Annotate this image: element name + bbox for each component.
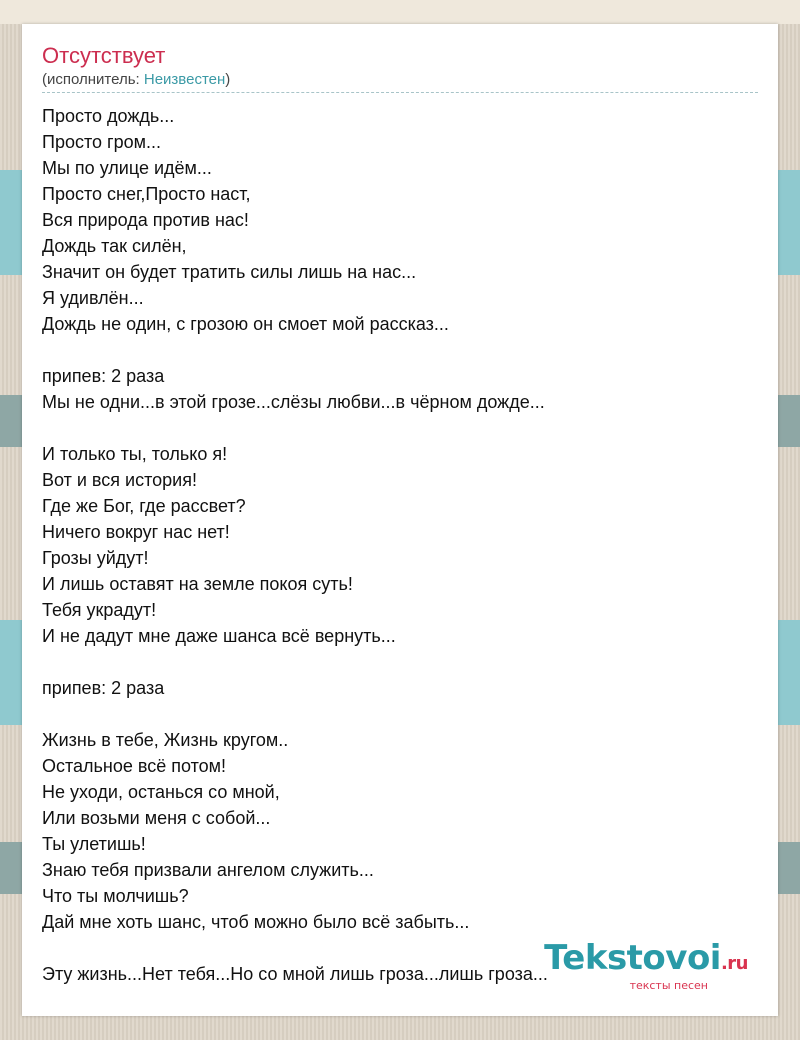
artist-suffix: ) [225, 71, 231, 88]
lyric-line: Мы не одни...в этой грозе...слёзы любви...в чёрном дожде... [42, 392, 545, 412]
lyric-line: Ничего вокруг нас нет! [42, 522, 230, 542]
lyric-line: Не уходи, останься со мной, [42, 782, 280, 802]
lyric-line: Дай мне хоть шанс, чтоб можно было всё забыть... [42, 912, 470, 932]
lyric-line: Жизнь в тебе, Жизнь кругом.. [42, 730, 289, 750]
lyric-line: Дождь не один, с грозою он смоет мой рассказ... [42, 314, 449, 334]
lyric-line [42, 701, 758, 727]
lyric-line: И лишь оставят на земле покоя суть! [42, 574, 353, 594]
lyric-line: Значит он будет тратить силы лишь на нас... [42, 262, 417, 282]
lyric-line: Где же Бог, где рассвет? [42, 496, 246, 516]
lyric-line: припев: 2 раза [42, 366, 165, 386]
lyric-line: Остальное всё потом! [42, 756, 227, 776]
lyric-line: Вот и вся история! [42, 470, 197, 490]
background-stripe [0, 0, 800, 24]
lyrics-sheet [22, 24, 778, 1016]
lyric-line: Тебя украдут! [42, 600, 157, 620]
lyric-line: припев: 2 раза [42, 678, 165, 698]
lyric-line [42, 649, 758, 675]
lyric-line: Я удивлён... [42, 288, 144, 308]
lyrics-body [42, 103, 758, 987]
lyric-line [42, 415, 758, 441]
artist-line [42, 70, 758, 93]
lyric-line: Или возьми меня с собой... [42, 808, 271, 828]
lyric-line: Знаю тебя призвали ангелом служить... [42, 860, 374, 880]
artist-prefix: (исполнитель: [42, 71, 144, 88]
logo-name: Tekstovoi [544, 938, 721, 978]
lyric-line: Вся природа против нас! [42, 210, 249, 230]
artist-link[interactable]: Неизвестен [143, 71, 226, 88]
lyric-line: И только ты, только я! [42, 444, 228, 464]
logo-tagline: тексты песен [629, 979, 708, 992]
lyric-line: Просто снег,Просто наст, [42, 184, 251, 204]
lyric-line [42, 337, 758, 363]
lyric-line: Мы по улице идём... [42, 158, 212, 178]
site-logo[interactable] [544, 938, 748, 992]
song-title: Отсутствует [42, 43, 166, 68]
lyric-line: И не дадут мне даже шанса всё вернуть... [42, 626, 396, 646]
lyric-line: Просто гром... [42, 132, 161, 152]
lyric-line: Ты улетишь! [42, 834, 146, 854]
lyric-line: Грозы уйдут! [42, 548, 149, 568]
lyric-line: Дождь так силён, [42, 236, 187, 256]
logo-tld: .ru [720, 953, 748, 974]
lyric-line: Эту жизнь...Нет тебя...Но со мной лишь гроза...лишь гроза... [42, 964, 548, 984]
lyric-line: Просто дождь... [42, 106, 175, 126]
lyric-line: Что ты молчишь? [42, 886, 189, 906]
